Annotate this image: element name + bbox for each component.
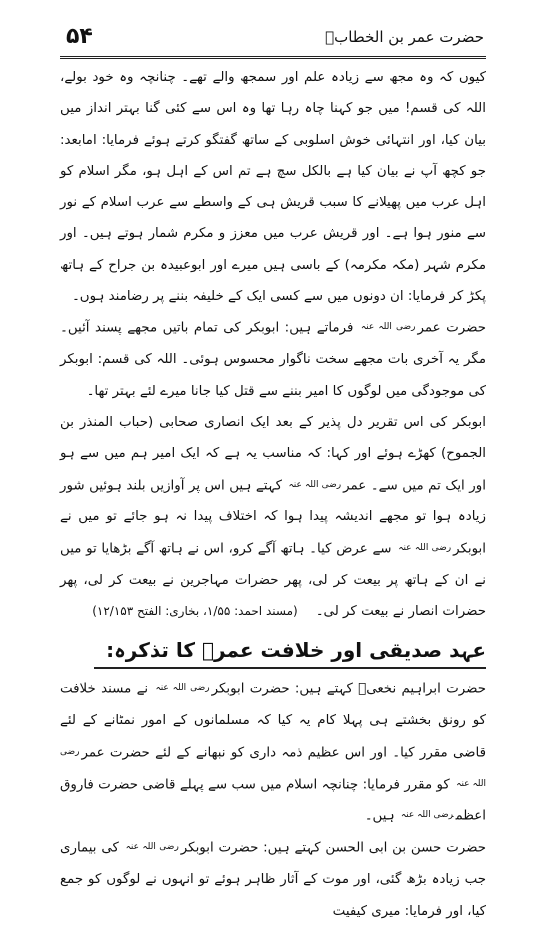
paragraph-text: کیوں کہ وہ مجھ سے زیادہ علم اور سمجھ والے تھے۔ چنانچہ وہ خود بولے، اللہ کی قسم! میں جو کہنا چاہ رہا تھا وہ اس سے کئی گنا بہتر انداز میں بیان کیا، اور انتہائی خوش اسلوبی کے ساتھ گفتگو کرتے ہوئے فرمایا: امابعد: جو کچھ آپ نے بیان کیا ہے بالکل سچ ہے تم اس کے اہل ہو، مگر اسلام کو اہل عرب میں پھیلانے کا سبب قریش ہی کے واسطے سے عرب اسلام کے نور سے منور ہوا ہے۔ اور قریش عرب میں معزز و مکرم شمار ہوتے ہیں۔ اور مکرم شہر (مکہ مکرمہ) کے باسی ہیں میرے اور ابوعبیدہ بن جراح کے ہاتھ پکڑ کر فرمایا: ان دونوں میں سے کسی ایک کے خلیفہ بننے پر رضامند ہوں۔ [60, 70, 486, 305]
paragraph-1 [60, 62, 486, 312]
paragraph-text: حضرت حسن بن ابی الحسن کہتے ہیں: حضرت ابوبکر [180, 841, 486, 857]
section-heading: عہد صدیقی اور خلافت عمرؓ کا تذکرہ: [94, 633, 486, 669]
body-text [60, 62, 486, 927]
paragraph-text: نے مسند خلافت کو رونق بخشتے ہی پہلا کام یہ کیا کہ مسلمانوں کے امور نمٹانے کے لئے قاضی مقرر کیا۔ اور اس عظیم ذمہ داری کو نبھانے کے لئے حضرت عمر [60, 681, 486, 761]
paragraph-text: عمر [343, 478, 371, 494]
paragraph-text: کو مقرر فرمایا: چنانچہ اسلام میں سب سے پہلے قاضی حضرت فاروق اعظم [60, 777, 486, 825]
page-header [60, 22, 486, 59]
paragraph-text: ہیں۔ [364, 809, 399, 825]
honorific-symbol: رضی اللہ عنہ [125, 842, 179, 853]
citation: (مسند احمد: ۱/۵۵، بخاری: الفتح ۱۲/۱۵۳) [92, 604, 298, 619]
paragraph-text: فرماتے ہیں: ابوبکر کی تمام باتیں مجھے پسند آئیں۔ مگر یہ آخری بات مجھے سخت ناگوار محسوس ہوئی۔ اللہ کی قسم: ابوبکر کی موجودگی میں لوگوں کا امیر بننے سے قتل کیا جانا میرے لئے بہتر تھا۔ [60, 321, 486, 399]
honorific-symbol: رضی اللہ عنہ [398, 542, 452, 553]
honorific-symbol: رضی اللہ عنہ [400, 810, 454, 821]
paragraph-5 [60, 832, 486, 927]
paragraph-text: ابوبکر کی اس تقریر دل پذیر کے بعد ایک انصاری صحابی (حباب المنذر بن الجموح) کھڑے ہوئے اور کہا: کہ مناسب یہ ہے کہ ایک امیر ہم میں سے ہو اور ایک تم میں سے۔ [60, 414, 486, 494]
paragraph-text: حضرت عمر [417, 321, 486, 337]
honorific-symbol: رضی اللہ عنہ [155, 683, 210, 694]
paragraph-4 [60, 673, 486, 832]
paragraph-text: کہتے ہیں اس پر آوازیں بلند ہوئیں شور زیادہ ہوا تو مجھے اندیشہ پیدا ہوا کہ اختلاف پیدا نہ ہو جائے تو میں نے ابوبکر [60, 478, 486, 557]
paragraph-text: کی بیماری جب زیادہ بڑھ گئی، اور موت کے آثار ظاہر ہوئے تو انہوں نے لوگوں کو جمع کیا، اور فرمایا: میری کیفیت [60, 841, 486, 919]
paragraph-text: سے عرض کیا۔ ہاتھ آگے کرو، اس نے ہاتھ آگے بڑھایا تو میں نے ان کے ہاتھ پر بیعت کر لی، پھر حضرات مہاجرین نے بیعت کر لی، پھر حضرات انصار نے بیعت کر لی۔ [60, 541, 486, 620]
honorific-symbol: رضی اللہ عنہ [288, 479, 342, 490]
paragraph-2 [60, 312, 486, 407]
section-heading-wrap [60, 627, 486, 673]
paragraph-3 [60, 407, 486, 627]
honorific-symbol: رضی اللہ عنہ [360, 322, 416, 333]
paragraph-text: حضرت ابراہیم نخعیؒ کہتے ہیں: حضرت ابوبکر [211, 681, 486, 697]
running-title: حضرت عمر بن الخطابؓ [325, 28, 484, 46]
honorific-symbol: رضی اللہ عنہ [60, 746, 487, 789]
page-number: ۵۴ [66, 24, 93, 49]
